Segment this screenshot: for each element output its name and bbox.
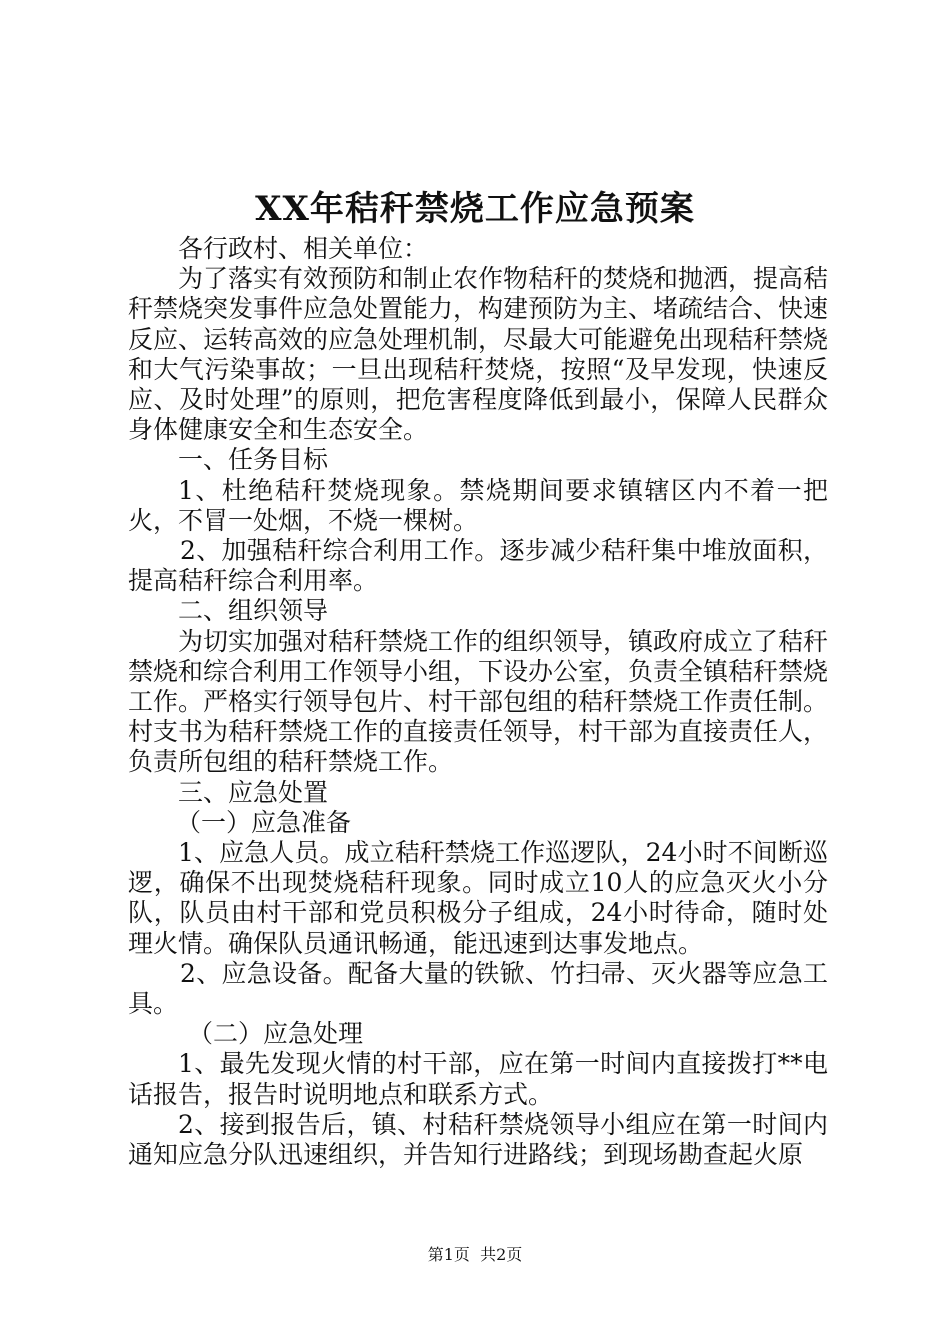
subsection-heading-2: （二）应急处理 (188, 1019, 364, 1049)
organization-paragraph: 为切实加强对秸秆禁烧工作的组织领导，镇政府成立了秸秆禁烧和综合利用工作领导小组，下设办公室，负责全镇秸秆禁烧工作。严格实行领导包片、村干部包组的秸秆禁烧工作责任制。村支书为秸秆禁烧工作的直接责任领导，村干部为直接责任人，负责所包组的秸秆禁烧工作。 (128, 626, 829, 777)
subsection-heading-1: （一）应急准备 (176, 807, 352, 837)
task-item-1: 1、杜绝秸秆焚烧现象。禁烧期间要求镇辖区内不着一把火，不冒一处烟，不烧一棵树。 (128, 475, 828, 535)
section-heading-1: 一、任务目标 (178, 445, 329, 475)
prep-item-1: 1、应急人员。成立秸秆禁烧工作巡逻队，24小时不间断巡逻，确保不出现焚烧秸秆现象。同时成立10人的应急灭火小分队，队员由村干部和党员积极分子组成，24小时待命，随时处理火情。确保队员通讯畅通，能迅速到达事发地点。 (128, 838, 828, 958)
document-title: XX年秸秆禁烧工作应急预案 (255, 189, 695, 229)
section-heading-2: 二、组织领导 (178, 596, 329, 626)
task-item-2: 2、加强秸秆综合利用工作。逐步减少秸秆集中堆放面积，提高秸秆综合利用率。 (128, 536, 828, 596)
prep-item-2: 2、应急设备。配备大量的铁锨、竹扫帚、灭火器等应急工具。 (128, 958, 828, 1019)
page-number-label: 第1页 共2页 (427, 1245, 523, 1264)
handling-item-1: 1、最先发现火情的村干部，应在第一时间内直接拨打**电话报告，报告时说明地点和联系方式。 (128, 1049, 828, 1109)
intro-paragraph: 为了落实有效预防和制止农作物秸秆的焚烧和抛洒，提高秸秆禁烧突发事件应急处置能力，构建预防为主、堵疏结合、快速反应、运转高效的应急处理机制，尽最大可能避免出现秸秆禁烧和大气污染事故；一旦出现秸秆焚烧，按照“及早发现，快速反应、及时处理”的原则，把危害程度降低到最小，保障人民群众身体健康安全和生态安全。 (128, 264, 829, 445)
section-heading-3: 三、应急处置 (178, 777, 329, 807)
page-footer (0, 1244, 950, 1266)
document-body (128, 234, 828, 1170)
salutation-paragraph: 各行政村、相关单位： (178, 234, 429, 263)
handling-item-2: 2、接到报告后，镇、村秸秆禁烧领导小组应在第一时间内通知应急分队迅速组织，并告知行进路线；到现场勘查起火原 (128, 1109, 828, 1170)
